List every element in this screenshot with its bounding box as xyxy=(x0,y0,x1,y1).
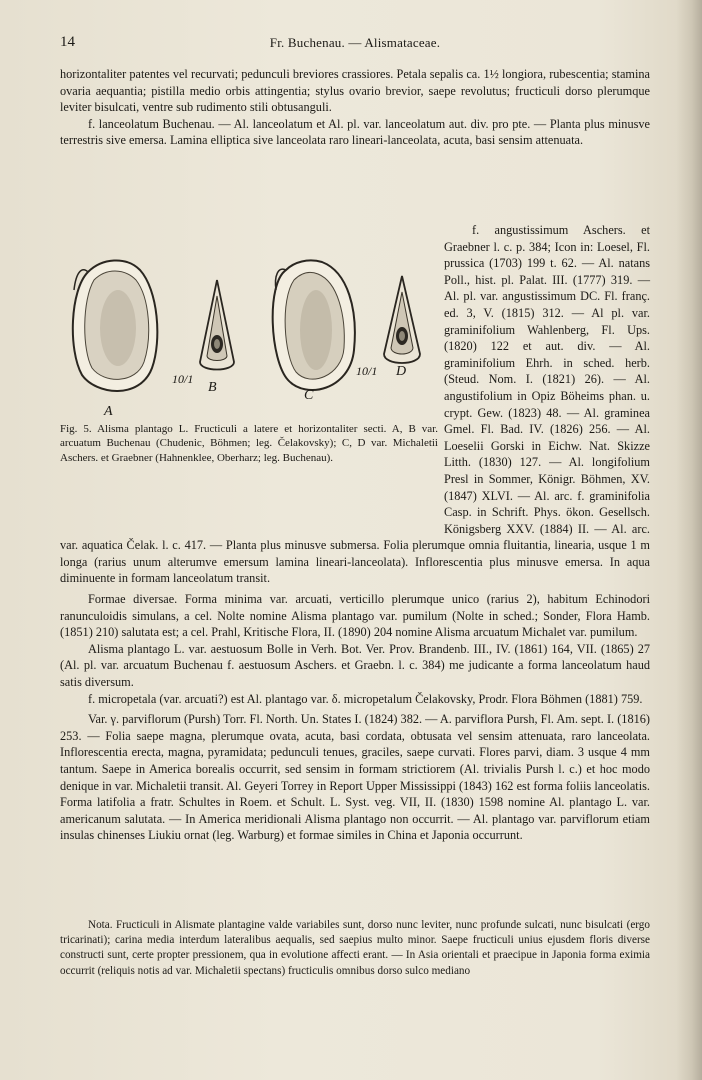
nota-paragraph: Nota. Fructiculi in Alismate plantagine valde variabiles sunt, dorso nunc leviter, nunc profunde sulcati, nunc bisulcati (ergo tricarinati); carina media interdum lateralibus aequalis, sed saepius multo minor. Saepe fructiculi unius ejusdem floris diverse constructi sunt, certe propter pressionem, qua in evolutione affecti erant. — In Asia orientali et praecipue in Japonia forma eximia occurrit (reliquis notis ad var. Michaletii spectans) fructiculis omnibus dorso sulco mediano xyxy=(60,919,650,977)
figure-magnification-b: 10/1 xyxy=(172,372,194,386)
paragraph-f-micropetala: f. micropetala (var. arcuati?) est Al. plantago var. δ. micropetalum Čelakovsky, Prodr. Flora Böhmen (1881) 759. xyxy=(88,691,643,706)
figure-5 xyxy=(60,250,440,520)
figure-label-d: D xyxy=(396,364,407,379)
fruitlet-d-section xyxy=(384,276,420,363)
page-number: 14 xyxy=(60,34,75,50)
figure-label-a: A xyxy=(104,404,113,419)
paragraph-f-lanceolatum: f. lanceolatum Buchenau. — Al. lanceolatum et Al. pl. var. lanceolatum aut. div. pro pte. — Planta plus minusve terrestris sive emersa. Lamina elliptica sive lanceolata raro lineari-lanceolata, acuta, basi sensim attenuata. xyxy=(60,116,650,148)
paragraph-var-aestuosum: Alisma plantago L. var. aestuosum Bolle in Verh. Bot. Ver. Prov. Brandenb. III., IV. (1861) 164, VII. (1865) 27 (Al. pl. var. arcuatum Buchenau f. aestuosum Aschers. et Graebn. l. c. 384) me judicante a forma lanceolatum haud satis diversum. xyxy=(60,641,650,690)
paragraph-formae-diversae: Formae diversae. Forma minima var. arcuati, verticillo plerumque unico (rarius 2), habitum Echinodori ranunculoidis simulans, a cel. Nolte nomine Alisma plantago var. pumilum (Nolte in sched.; Sonder, Flora Hamb. (1851) 210) salutata est; a cel. Prahl, Kritische Flora, II. (1890) 204 nomine Alisma arcuatum Michalet var. pumilum. xyxy=(60,592,650,640)
paragraph-description-end: horizontaliter patentes vel recurvati; pedunculi breviores crassiores. Petala sepalis ca. 1½ longiora, rubescentia; stamina ovaria aequantia; pistilla medio orbis attingentia; stylus ovario brevior, saepe revolutus; fructiculi dorso plerumque leviter bisulcati, ventre sub rudimento stili obtusanguli. xyxy=(60,67,650,115)
paragraph-f-angustissimum-text: f. angustissimum Aschers. et Graebner l. c. p. 384; Icon in: Loesel, Fl. prussica (1703) 199 t. 62. — Al. natans Poll., hist. pl. Palat. III. (1777) 319. — Al. pl. var. angustissimum DC. Fl. franç. ed. 3, V. (1815) 312. — Al pl. var. graminifolium Wahlenberg, Fl. Ups. (1820) 122 et aut. div. — Al. graminifolium Ehrh. in sched. herb. (Steud. Nom. I. (1821) 26). — Al. angustifolium in Opiz Böheims phan. u. crypt. Gew. (1823) 48. — Al. graminea Gmel. Fl. Bad. IV. (1826) 256. — Al. Loeselii Gorski in Eichw. Nat. Skizze Litth. (1830) 127. — Al. longifolium Presl in Sommer, Königr. Böhmen, XV. (1847) XLVI. — Al. arc. f. graminifolia Casp. in Schrift. Phys. ökon. Gesellsch. Königsberg XXV. (1884) II. — Al. arc. var. aquatica Čelak. l. c. 417. — Planta plus minusve submersa. Folia plerumque omnia fluitantia, linearia, usque 1 m longa (rarius unum alterumve emersum lamina lineari-lanceolata). Inflorescentia plus minusve emersa. In aqua diminuente in formam lanceolatum transit. xyxy=(60,223,650,586)
fruit-drawings xyxy=(60,250,440,420)
fruitlet-a-drawing xyxy=(73,260,158,391)
nota-block xyxy=(60,918,650,979)
text-block-top xyxy=(60,66,650,149)
paragraph-var-parviflorum: Var. γ. parviflorum (Pursh) Torr. Fl. North. Un. States I. (1824) 382. — A. parviflora Pursh, Fl. Am. sept. I. (1816) 253. — Folia saepe magna, plerumque ovata, acuta, basi cordata, obtusata vel sensim attenuata, raro lanceolata. Inflorescentia erecta, magna, pyramidata; pedunculi tenues, graciles, saepe curvati. Flores parvi, diam. 3 usque 4 mm tantum. Saepe in America borealis occurrit, sed sensim in formam strictiorem (Al. trivialis Pursh l. c.) et hoc modo denique in var. Michaletii transit. Al. Geyeri Torrey in Report Upper Mississippi (1843) 162 est forma foliis lanceolatis. Forma latifolia a fratr. Schultes in Roem. et Schult. L. Syst. veg. VII, II. (1830) 1598 nomine Al. plantago L. var. americanum salutata. — In America meridionali Alisma plantago non occurrit. — Al. plantago var. parviflorum etiam insulas chinenses Liukiu ornat (leg. Warburg) et formae similes in China et Japonia occurrunt. xyxy=(60,712,650,843)
fruitlet-b-section xyxy=(200,280,234,370)
running-head: Fr. Buchenau. — Alismataceae. xyxy=(269,35,441,50)
figure-caption: Fig. 5. Alisma plantago L. Fructiculi a latere et horizontaliter secti. A, B var. arcuatum Buchenau (Chudenic, Böhmen; leg. Čelakovsky); C, D var. Michaletii Aschers. et Graebner (Hahnenklee, Oberharz; leg. Buchenau). xyxy=(60,423,438,464)
figure-label-c: C xyxy=(304,388,314,403)
fruitlet-c-drawing xyxy=(273,260,355,390)
figure-magnification-d: 10/1 xyxy=(356,364,378,378)
page-header xyxy=(60,34,650,54)
figure-label-b: B xyxy=(208,380,217,395)
page-gutter-shadow xyxy=(676,0,702,1080)
